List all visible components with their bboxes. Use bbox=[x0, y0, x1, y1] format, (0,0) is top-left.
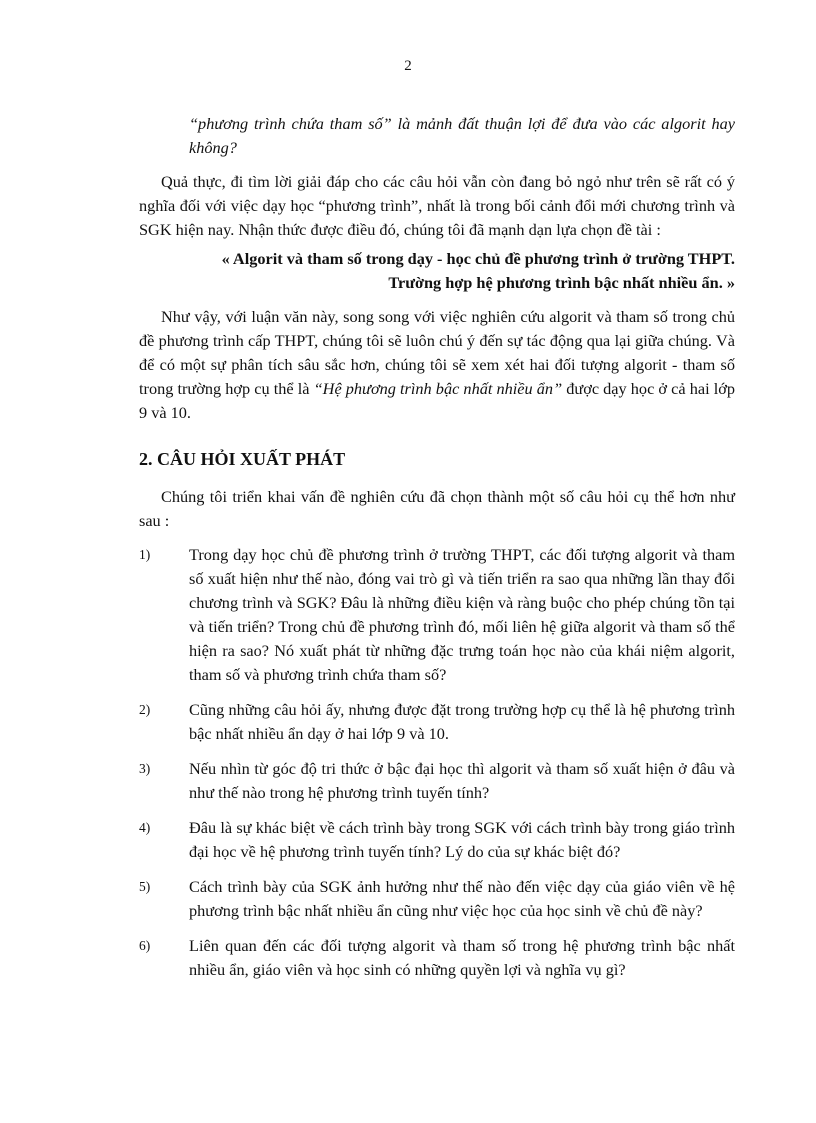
list-item-number: 1) bbox=[139, 547, 151, 562]
list-item-text: Liên quan đến các đối tượng algorit và tham số trong hệ phương trình bậc nhất nhiều ẩn, giáo viên và học sinh có những quyền lợi và nghĩa vụ gì? bbox=[189, 936, 735, 979]
list-item-number: 2) bbox=[139, 702, 151, 717]
list-item-number: 5) bbox=[139, 879, 151, 894]
paragraph-2-start: Như vậy, với luận văn này, song song với việc nghiên cứu algorit và tham số trong chủ đề phương trình cấp THPT, chúng tôi sẽ luôn chú ý đến sự tác động qua lại giữa chúng. Và để có một sự phân tích sâu sắc hơn, chúng tôi sẽ xem xét hai đối tượng algorit - tham số trong trường hợp cụ thể là bbox=[139, 307, 735, 398]
list-item-number: 3) bbox=[139, 761, 151, 776]
list-item bbox=[139, 816, 735, 864]
section-heading: 2. CÂU HỎI XUẤT PHÁT bbox=[139, 449, 346, 469]
list-item-text: Nếu nhìn từ góc độ tri thức ở bậc đại học thì algorit và tham số xuất hiện ở đâu và như thế nào trong hệ phương trình tuyến tính? bbox=[189, 759, 735, 802]
list-item bbox=[139, 698, 735, 746]
paragraph-2-italic: “Hệ phương trình bậc nhất nhiều ẩn” bbox=[313, 379, 563, 398]
paragraph-2-end: được dạy học ở cả hai lớp 9 và 10. bbox=[139, 379, 735, 422]
intro-continuation: “phương trình chứa tham số” là mảnh đất thuận lợi để đưa vào các algorit hay không? bbox=[189, 114, 735, 157]
paragraph-1: Quả thực, đi tìm lời giải đáp cho các câu hỏi vẫn còn đang bỏ ngỏ như trên sẽ rất có ý nghĩa đối với việc dạy học “phương trình”, nhất là trong bối cảnh đổi mới chương trình và SGK hiện nay. Nhận thức được điều đó, chúng tôi đã mạnh dạn lựa chọn đề tài : bbox=[139, 172, 735, 239]
section-intro: Chúng tôi triển khai vấn đề nghiên cứu đã chọn thành một số câu hỏi cụ thể hơn như sau : bbox=[139, 487, 735, 530]
page-content bbox=[139, 112, 735, 993]
list-item-number: 4) bbox=[139, 820, 151, 835]
paragraph-2 bbox=[139, 305, 735, 425]
thesis-topic bbox=[139, 247, 735, 295]
topic-line-1: « Algorit và tham số trong dạy - học chủ đề phương trình ở trường THPT. bbox=[221, 249, 735, 268]
list-item bbox=[139, 934, 735, 982]
topic-line-2: Trường hợp hệ phương trình bậc nhất nhiều ẩn. » bbox=[388, 273, 735, 292]
list-item bbox=[139, 875, 735, 923]
list-item-number: 6) bbox=[139, 938, 151, 953]
list-item bbox=[139, 757, 735, 805]
list-item-text: Trong dạy học chủ đề phương trình ở trường THPT, các đối tượng algorit và tham số xuất hiện như thế nào, đóng vai trò gì và tiến triển ra sao qua những lần thay đổi chương trình và SGK? Đâu là những điều kiện và ràng buộc cho phép chúng tồn tại và tiến triển? Trong chủ đề phương trình đó, mối liên hệ giữa algorit và tham số thể hiện ra sao? Nó xuất phát từ những đặc trưng toán học nào của khái niệm algorit, tham số và phương trình chứa tham số? bbox=[189, 545, 735, 684]
page-number: 2 bbox=[404, 58, 412, 74]
list-item-text: Cũng những câu hỏi ấy, nhưng được đặt trong trường hợp cụ thể là hệ phương trình bậc nhất nhiều ẩn dạy ở hai lớp 9 và 10. bbox=[189, 700, 735, 743]
list-item-text: Đâu là sự khác biệt về cách trình bày trong SGK với cách trình bày trong giáo trình đại học về hệ phương trình tuyến tính? Lý do của sự khác biệt đó? bbox=[189, 818, 735, 861]
list-item bbox=[139, 543, 735, 687]
list-item-text: Cách trình bày của SGK ảnh hưởng như thế nào đến việc dạy của giáo viên về hệ phương trình bậc nhất nhiều ẩn cũng như việc học của học sinh về chủ đề này? bbox=[189, 877, 735, 920]
question-list bbox=[139, 543, 735, 982]
